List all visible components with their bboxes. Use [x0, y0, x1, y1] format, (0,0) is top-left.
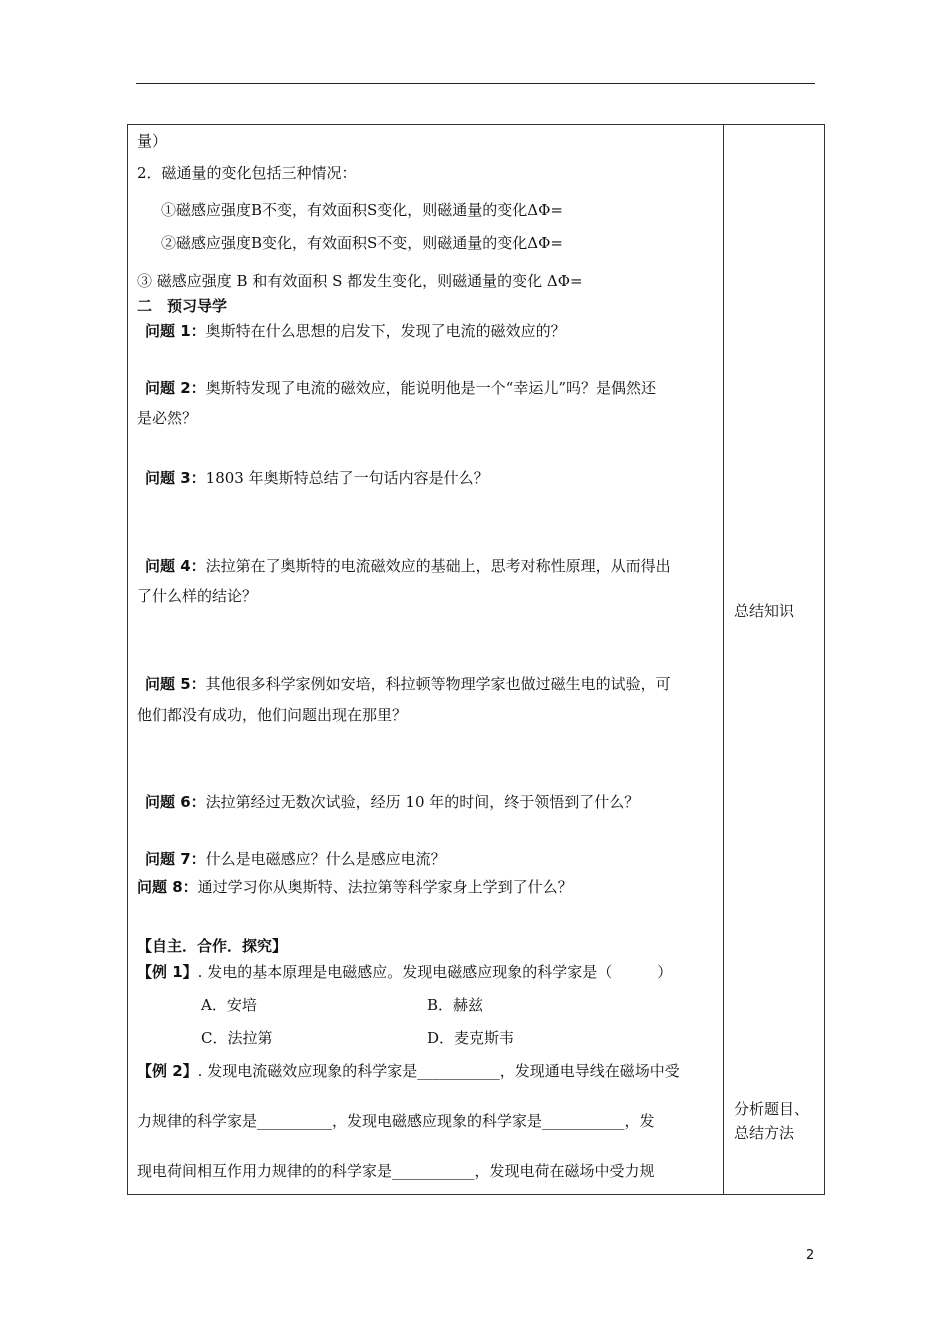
question-text: 通过学习你从奥斯特、法拉第等科学家身上学到了什么？ [197, 878, 573, 896]
question-5-cont: 他们都没有成功，他们问题出现在那里？ [137, 706, 408, 724]
sidebar-note-method: 总结方法 [734, 1124, 795, 1142]
example-1 [137, 962, 672, 982]
option-a: A．安培 [201, 996, 257, 1014]
question-text: 法拉第在了奥斯特的电流磁效应的基础上，思考对称性原理，从而得出 [205, 557, 671, 575]
explore-heading: 【自主．合作．探究】 [137, 937, 288, 955]
question-4-cont: 了什么样的结论？ [137, 587, 258, 605]
question-text: 1803 年奥斯特总结了一句话内容是什么？ [205, 469, 489, 487]
question-3 [145, 468, 489, 488]
question-label: 问题 2： [145, 379, 206, 397]
flux-case-2: ②磁感应强度B变化，有效面积S不变，则磁通量的变化ΔΦ= [161, 234, 563, 252]
question-text: 什么是电磁感应？什么是感应电流？ [205, 850, 446, 868]
example-text: . 发现电流磁效应现象的科学家是___________，发现通电导线在磁场中受 [197, 1062, 680, 1080]
question-4 [145, 556, 671, 576]
flux-change-intro: 2．磁通量的变化包括三种情况： [137, 164, 357, 182]
question-text: 法拉第经过无数次试验，经历 10 年的时间，终于领悟到了什么？ [205, 793, 640, 811]
page-number: 2 [806, 1248, 815, 1263]
example-label: 【例 2】 [137, 1062, 198, 1080]
question-6 [145, 792, 639, 812]
question-1 [145, 321, 566, 341]
example-2-line-3: 现电荷间相互作用力规律的的科学家是___________，发现电荷在磁场中受力规 [137, 1162, 655, 1180]
question-text: 其他很多科学家例如安培，科拉顿等物理学家也做过磁生电的试验，可 [205, 675, 671, 693]
column-divider [723, 125, 724, 1194]
question-5 [145, 674, 671, 694]
example-2 [137, 1061, 680, 1081]
question-label: 问题 7： [145, 850, 206, 868]
question-2 [145, 378, 656, 398]
question-7 [145, 849, 446, 869]
sidebar-note-analyze: 分析题目、 [734, 1100, 810, 1118]
question-8 [137, 877, 573, 897]
flux-case-3: ③ 磁感应强度 B 和有效面积 S 都发生变化，则磁通量的变化 ΔΦ= [137, 272, 583, 290]
header-rule [136, 83, 815, 84]
question-text: 奥斯特在什么思想的启发下，发现了电流的磁效应的？ [205, 322, 566, 340]
question-text: 奥斯特发现了电流的磁效应，能说明他是一个“幸运儿”吗？是偶然还 [205, 379, 657, 397]
question-label: 问题 5： [145, 675, 206, 693]
example-label: 【例 1】 [137, 963, 198, 981]
sidebar-note-summary: 总结知识 [734, 602, 795, 620]
question-label: 问题 3： [145, 469, 206, 487]
section-heading-preview: 二 预习导学 [137, 297, 228, 315]
example-text: . 发电的基本原理是电磁感应。发现电磁感应现象的科学家是（ ） [197, 963, 673, 981]
flux-case-1: ①磁感应强度B不变，有效面积S变化，则磁通量的变化ΔΦ= [161, 201, 563, 219]
question-label: 问题 1： [145, 322, 206, 340]
option-b: B．赫兹 [427, 996, 484, 1014]
option-d: D．麦克斯韦 [427, 1029, 515, 1047]
content-table [127, 124, 825, 1195]
question-label: 问题 4： [145, 557, 206, 575]
option-c: C．法拉第 [201, 1029, 273, 1047]
line-continuation: 量） [137, 132, 168, 150]
question-label: 问题 8： [137, 878, 198, 896]
question-2-cont: 是必然？ [137, 409, 198, 427]
question-label: 问题 6： [145, 793, 206, 811]
example-2-line-2: 力规律的科学家是__________，发现电磁感应现象的科学家是___________，发 [137, 1112, 655, 1130]
